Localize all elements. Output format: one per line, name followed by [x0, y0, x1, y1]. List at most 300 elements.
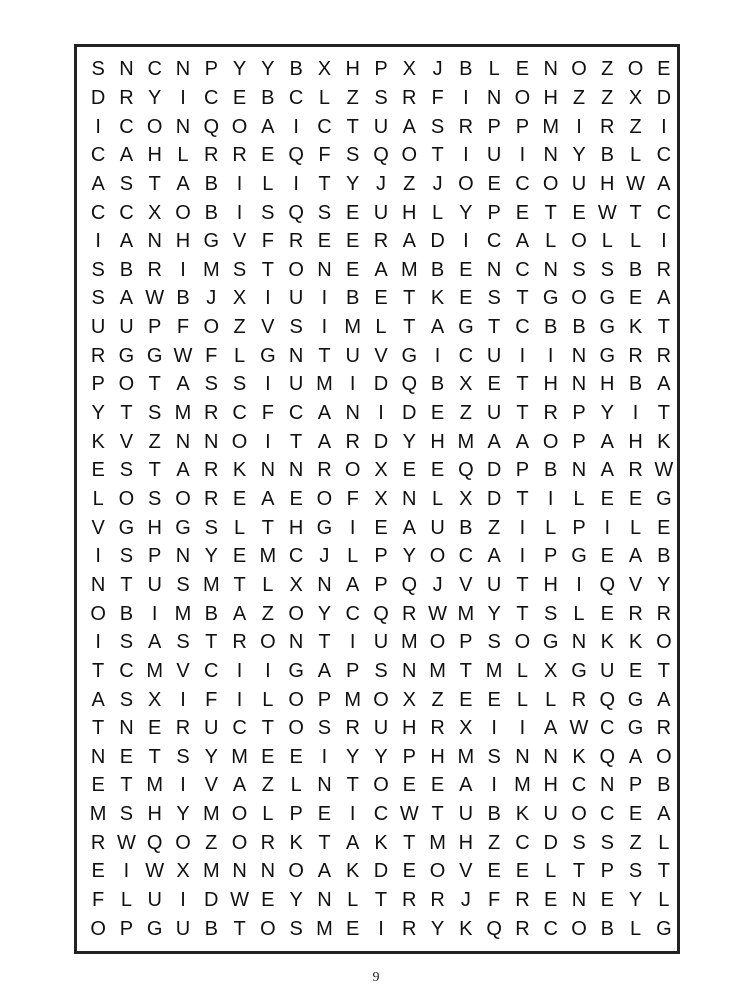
grid-letter[interactable]: P [572, 516, 586, 539]
grid-letter[interactable]: G [627, 717, 644, 740]
grid-letter[interactable]: A [628, 545, 643, 568]
grid-letter[interactable]: L [262, 688, 274, 711]
grid-letter[interactable]: P [148, 545, 162, 568]
grid-letter[interactable]: Q [288, 201, 304, 224]
grid-letter[interactable]: T [516, 602, 529, 625]
grid-letter[interactable]: S [544, 602, 558, 625]
grid-letter[interactable]: L [516, 688, 528, 711]
grid-letter[interactable]: M [400, 631, 418, 654]
grid-letter[interactable]: S [176, 573, 190, 596]
grid-letter[interactable]: H [543, 373, 558, 396]
grid-letter[interactable]: J [460, 889, 471, 912]
grid-letter[interactable]: V [119, 430, 134, 453]
grid-letter[interactable]: Q [599, 688, 616, 711]
grid-letter[interactable]: K [572, 745, 586, 768]
grid-letter[interactable]: T [459, 659, 472, 682]
grid-letter[interactable]: S [317, 201, 332, 224]
grid-letter[interactable]: S [119, 631, 134, 654]
grid-letter[interactable]: W [569, 717, 589, 740]
grid-letter[interactable]: M [146, 774, 164, 797]
grid-letter[interactable]: O [260, 917, 276, 940]
grid-letter[interactable]: G [627, 688, 644, 711]
grid-letter[interactable]: T [488, 316, 501, 339]
grid-letter[interactable]: I [95, 631, 101, 654]
grid-letter[interactable]: F [346, 487, 359, 510]
grid-letter[interactable]: A [657, 373, 671, 396]
grid-letter[interactable]: G [203, 230, 220, 253]
grid-letter[interactable]: J [432, 172, 443, 195]
grid-letter[interactable]: P [204, 58, 218, 81]
grid-letter[interactable]: E [346, 230, 360, 253]
grid-letter[interactable]: A [402, 230, 416, 253]
grid-letter[interactable]: A [402, 516, 416, 539]
grid-letter[interactable]: W [428, 602, 447, 625]
grid-letter[interactable]: P [572, 430, 586, 453]
grid-letter[interactable]: H [543, 774, 558, 797]
grid-letter[interactable]: U [486, 402, 502, 425]
grid-letter[interactable]: A [657, 172, 671, 195]
grid-letter[interactable]: E [261, 144, 275, 167]
grid-letter[interactable]: I [491, 717, 497, 740]
grid-letter[interactable]: S [317, 717, 332, 740]
grid-letter[interactable]: H [543, 86, 558, 109]
grid-letter[interactable]: G [118, 516, 135, 539]
grid-letter[interactable]: E [289, 487, 303, 510]
grid-letter[interactable]: T [374, 889, 388, 912]
grid-letter[interactable]: Y [346, 745, 360, 768]
grid-letter[interactable]: R [458, 115, 474, 138]
grid-letter[interactable]: U [204, 717, 219, 740]
grid-letter[interactable]: Y [261, 58, 275, 81]
grid-letter[interactable]: P [459, 631, 473, 654]
grid-letter[interactable]: R [430, 717, 445, 740]
grid-letter[interactable]: N [515, 745, 530, 768]
grid-letter[interactable]: U [373, 201, 389, 224]
grid-letter[interactable]: K [374, 831, 388, 854]
grid-letter[interactable]: A [346, 831, 360, 854]
grid-letter[interactable]: K [628, 316, 643, 339]
grid-letter[interactable]: S [119, 459, 134, 482]
grid-letter[interactable]: X [459, 487, 473, 510]
grid-letter[interactable]: S [232, 373, 247, 396]
grid-letter[interactable]: T [403, 287, 416, 310]
grid-letter[interactable]: Y [176, 803, 190, 826]
grid-letter[interactable]: M [429, 659, 446, 682]
grid-letter[interactable]: P [148, 316, 162, 339]
grid-letter[interactable]: X [402, 58, 416, 81]
grid-letter[interactable]: R [515, 917, 530, 940]
grid-letter[interactable]: B [430, 258, 445, 281]
grid-letter[interactable]: I [180, 86, 186, 109]
grid-letter[interactable]: S [374, 659, 388, 682]
grid-letter[interactable]: B [600, 917, 614, 940]
grid-letter[interactable]: O [175, 487, 191, 510]
grid-letter[interactable]: X [148, 201, 162, 224]
grid-letter[interactable]: L [262, 573, 274, 596]
grid-letter[interactable]: L [545, 860, 557, 883]
grid-letter[interactable]: X [459, 373, 473, 396]
grid-letter[interactable]: C [119, 659, 134, 682]
grid-letter[interactable]: N [175, 58, 191, 81]
grid-letter[interactable]: G [288, 659, 304, 682]
grid-letter[interactable]: N [119, 717, 134, 740]
grid-letter[interactable]: J [319, 545, 330, 568]
grid-letter[interactable]: Y [232, 58, 247, 81]
grid-letter[interactable]: N [317, 774, 332, 797]
grid-letter[interactable]: B [657, 774, 671, 797]
grid-letter[interactable]: E [402, 860, 416, 883]
grid-letter[interactable]: E [487, 373, 501, 396]
grid-letter[interactable]: Y [204, 745, 218, 768]
grid-letter[interactable]: Y [487, 602, 501, 625]
grid-letter[interactable]: B [459, 516, 473, 539]
grid-letter[interactable]: R [656, 602, 672, 625]
grid-letter[interactable]: N [402, 487, 417, 510]
grid-letter[interactable]: O [231, 831, 248, 854]
grid-letter[interactable]: H [288, 516, 304, 539]
grid-letter[interactable]: Z [601, 58, 614, 81]
grid-letter[interactable]: M [202, 573, 220, 596]
grid-letter[interactable]: O [231, 115, 248, 138]
grid-letter[interactable]: C [317, 115, 332, 138]
grid-letter[interactable]: V [374, 344, 388, 367]
grid-letter[interactable]: U [288, 373, 304, 396]
grid-letter[interactable]: G [401, 344, 418, 367]
grid-letter[interactable]: N [317, 258, 332, 281]
grid-letter[interactable]: S [289, 917, 303, 940]
grid-letter[interactable]: T [233, 917, 246, 940]
grid-letter[interactable]: T [318, 631, 331, 654]
grid-letter[interactable]: A [487, 430, 501, 453]
grid-letter[interactable]: T [233, 573, 246, 596]
grid-letter[interactable]: B [544, 316, 558, 339]
grid-letter[interactable]: Z [572, 86, 586, 109]
grid-letter[interactable]: T [148, 459, 161, 482]
grid-letter[interactable]: T [431, 144, 444, 167]
grid-letter[interactable]: N [317, 889, 332, 912]
grid-letter[interactable]: O [373, 688, 389, 711]
grid-letter[interactable]: S [487, 631, 501, 654]
grid-letter[interactable]: K [91, 430, 105, 453]
grid-letter[interactable]: H [628, 430, 643, 453]
grid-letter[interactable]: B [544, 459, 558, 482]
grid-letter[interactable]: C [600, 803, 615, 826]
grid-letter[interactable]: J [432, 573, 443, 596]
grid-letter[interactable]: P [289, 803, 303, 826]
grid-letter[interactable]: T [346, 115, 359, 138]
grid-letter[interactable]: B [176, 287, 190, 310]
grid-letter[interactable]: I [576, 573, 582, 596]
grid-letter[interactable]: Y [657, 573, 671, 596]
grid-letter[interactable]: N [90, 745, 106, 768]
grid-letter[interactable]: N [571, 889, 587, 912]
grid-letter[interactable]: H [175, 230, 191, 253]
grid-letter[interactable]: I [180, 774, 186, 797]
grid-letter[interactable]: A [346, 573, 360, 596]
grid-letter[interactable]: I [434, 344, 441, 367]
grid-letter[interactable]: R [402, 86, 417, 109]
grid-letter[interactable]: N [317, 573, 332, 596]
grid-letter[interactable]: R [288, 230, 304, 253]
grid-letter[interactable]: Q [288, 144, 304, 167]
grid-letter[interactable]: I [123, 860, 130, 883]
grid-letter[interactable]: C [119, 115, 134, 138]
grid-letter[interactable]: N [571, 459, 587, 482]
grid-letter[interactable]: J [432, 58, 443, 81]
grid-letter[interactable]: G [571, 545, 587, 568]
grid-letter[interactable]: C [147, 58, 162, 81]
grid-letter[interactable]: I [321, 287, 328, 310]
grid-letter[interactable]: C [288, 545, 304, 568]
grid-letter[interactable]: B [459, 58, 473, 81]
grid-letter[interactable]: O [571, 917, 587, 940]
grid-letter[interactable]: B [657, 545, 671, 568]
grid-letter[interactable]: T [92, 659, 105, 682]
grid-letter[interactable]: A [119, 287, 134, 310]
grid-letter[interactable]: H [600, 172, 615, 195]
grid-letter[interactable]: Q [599, 745, 616, 768]
grid-letter[interactable]: Z [488, 831, 501, 854]
grid-letter[interactable]: T [346, 774, 359, 797]
grid-letter[interactable]: T [261, 516, 274, 539]
grid-letter[interactable]: T [516, 402, 529, 425]
grid-letter[interactable]: W [230, 889, 249, 912]
grid-letter[interactable]: I [236, 201, 243, 224]
grid-letter[interactable]: N [402, 659, 417, 682]
grid-letter[interactable]: E [628, 659, 643, 682]
grid-letter[interactable]: L [630, 144, 642, 167]
grid-letter[interactable]: I [293, 115, 299, 138]
grid-letter[interactable]: S [91, 58, 105, 81]
grid-letter[interactable]: Q [203, 115, 220, 138]
grid-letter[interactable]: Z [205, 831, 218, 854]
grid-letter[interactable]: I [349, 516, 356, 539]
grid-letter[interactable]: E [459, 258, 473, 281]
grid-letter[interactable]: P [374, 58, 388, 81]
grid-letter[interactable]: I [180, 889, 186, 912]
grid-letter[interactable]: S [91, 258, 105, 281]
grid-letter[interactable]: U [175, 917, 191, 940]
grid-letter[interactable]: A [232, 774, 247, 797]
grid-letter[interactable]: E [317, 230, 332, 253]
grid-letter[interactable]: W [399, 803, 419, 826]
grid-letter[interactable]: L [601, 230, 613, 253]
grid-letter[interactable]: B [600, 144, 614, 167]
grid-letter[interactable]: A [657, 803, 671, 826]
grid-letter[interactable]: L [347, 545, 359, 568]
grid-letter[interactable]: X [232, 287, 247, 310]
grid-letter[interactable]: E [402, 459, 416, 482]
grid-letter[interactable]: R [90, 344, 106, 367]
grid-letter[interactable]: T [92, 717, 105, 740]
grid-letter[interactable]: S [572, 831, 586, 854]
grid-letter[interactable]: C [288, 402, 304, 425]
grid-letter[interactable]: M [174, 602, 192, 625]
grid-letter[interactable]: J [206, 287, 217, 310]
grid-letter[interactable]: C [600, 717, 615, 740]
grid-letter[interactable]: E [91, 774, 105, 797]
grid-letter[interactable]: C [515, 316, 530, 339]
grid-letter[interactable]: I [519, 545, 526, 568]
grid-letter[interactable]: A [176, 373, 190, 396]
grid-letter[interactable]: E [515, 58, 530, 81]
grid-letter[interactable]: P [628, 774, 643, 797]
grid-letter[interactable]: U [486, 573, 502, 596]
grid-letter[interactable]: A [459, 774, 473, 797]
grid-letter[interactable]: I [265, 373, 271, 396]
grid-letter[interactable]: M [146, 659, 164, 682]
grid-letter[interactable]: E [600, 487, 614, 510]
grid-letter[interactable]: N [175, 115, 191, 138]
grid-letter[interactable]: L [488, 58, 500, 81]
grid-letter[interactable]: N [543, 745, 558, 768]
grid-letter[interactable]: O [429, 631, 446, 654]
grid-letter[interactable]: F [176, 316, 190, 339]
grid-letter[interactable]: M [344, 316, 362, 339]
grid-letter[interactable]: E [628, 803, 643, 826]
grid-letter[interactable]: L [177, 144, 189, 167]
grid-letter[interactable]: H [458, 831, 474, 854]
grid-letter[interactable]: K [289, 831, 303, 854]
grid-letter[interactable]: T [148, 745, 161, 768]
grid-letter[interactable]: G [542, 287, 559, 310]
grid-letter[interactable]: P [317, 688, 332, 711]
grid-letter[interactable]: I [604, 516, 611, 539]
grid-letter[interactable]: C [458, 545, 474, 568]
grid-letter[interactable]: T [544, 201, 557, 224]
grid-letter[interactable]: X [374, 459, 388, 482]
grid-letter[interactable]: A [600, 459, 614, 482]
grid-letter[interactable]: T [657, 860, 670, 883]
grid-letter[interactable]: K [430, 287, 445, 310]
grid-letter[interactable]: F [92, 889, 105, 912]
grid-letter[interactable]: E [600, 889, 614, 912]
grid-letter[interactable]: E [374, 516, 388, 539]
grid-letter[interactable]: E [600, 545, 614, 568]
grid-letter[interactable]: K [628, 631, 643, 654]
grid-letter[interactable]: R [175, 717, 191, 740]
grid-letter[interactable]: A [317, 659, 332, 682]
grid-letter[interactable]: D [486, 459, 502, 482]
grid-letter[interactable]: C [204, 86, 219, 109]
grid-letter[interactable]: R [628, 344, 643, 367]
grid-letter[interactable]: R [147, 258, 162, 281]
grid-letter[interactable]: T [403, 831, 416, 854]
grid-letter[interactable]: Y [289, 889, 303, 912]
grid-letter[interactable]: A [628, 745, 643, 768]
grid-letter[interactable]: N [571, 344, 587, 367]
grid-letter[interactable]: K [232, 459, 247, 482]
grid-letter[interactable]: U [430, 516, 445, 539]
grid-letter[interactable]: A [317, 860, 332, 883]
grid-letter[interactable]: S [430, 115, 445, 138]
grid-letter[interactable]: Z [346, 86, 359, 109]
grid-letter[interactable]: O [656, 631, 672, 654]
grid-letter[interactable]: D [373, 373, 389, 396]
grid-letter[interactable]: Z [261, 774, 274, 797]
grid-letter[interactable]: N [288, 344, 304, 367]
grid-letter[interactable]: W [145, 860, 165, 883]
grid-letter[interactable]: O [571, 803, 587, 826]
grid-letter[interactable]: U [543, 803, 558, 826]
grid-letter[interactable]: Q [486, 917, 502, 940]
grid-letter[interactable]: V [628, 573, 643, 596]
grid-letter[interactable]: C [288, 86, 304, 109]
grid-letter[interactable]: L [630, 917, 642, 940]
grid-letter[interactable]: R [232, 144, 247, 167]
grid-letter[interactable]: M [202, 803, 220, 826]
grid-letter[interactable]: O [571, 58, 587, 81]
grid-letter[interactable]: I [265, 430, 271, 453]
grid-letter[interactable]: R [204, 144, 219, 167]
grid-letter[interactable]: S [487, 287, 501, 310]
grid-letter[interactable]: Z [459, 402, 472, 425]
grid-letter[interactable]: O [203, 316, 220, 339]
grid-letter[interactable]: X [628, 86, 643, 109]
grid-letter[interactable]: Y [402, 545, 416, 568]
grid-letter[interactable]: R [204, 459, 219, 482]
grid-letter[interactable]: T [318, 344, 331, 367]
grid-letter[interactable]: I [661, 230, 667, 253]
grid-letter[interactable]: P [544, 545, 558, 568]
grid-letter[interactable]: F [431, 86, 444, 109]
grid-letter[interactable]: A [374, 258, 388, 281]
grid-letter[interactable]: D [486, 487, 502, 510]
grid-letter[interactable]: G [146, 344, 163, 367]
grid-letter[interactable]: L [658, 889, 670, 912]
grid-letter[interactable]: E [657, 58, 671, 81]
grid-letter[interactable]: Y [148, 86, 162, 109]
grid-letter[interactable]: V [261, 316, 275, 339]
grid-letter[interactable]: F [318, 144, 331, 167]
grid-letter[interactable]: E [487, 688, 501, 711]
grid-letter[interactable]: I [95, 545, 101, 568]
grid-letter[interactable]: T [431, 803, 444, 826]
grid-letter[interactable]: R [204, 487, 219, 510]
grid-letter[interactable]: G [175, 516, 191, 539]
grid-letter[interactable]: O [458, 172, 474, 195]
grid-letter[interactable]: O [429, 860, 446, 883]
grid-letter[interactable]: C [515, 258, 530, 281]
grid-letter[interactable]: E [572, 201, 586, 224]
grid-letter[interactable]: C [656, 201, 672, 224]
grid-letter[interactable]: N [486, 258, 502, 281]
grid-letter[interactable]: R [260, 831, 276, 854]
grid-letter[interactable]: I [463, 144, 469, 167]
grid-letter[interactable]: B [487, 803, 501, 826]
grid-letter[interactable]: C [656, 144, 672, 167]
grid-letter[interactable]: F [205, 344, 218, 367]
grid-letter[interactable]: R [600, 115, 615, 138]
grid-letter[interactable]: T [120, 774, 133, 797]
grid-letter[interactable]: I [661, 115, 667, 138]
grid-letter[interactable]: R [656, 258, 672, 281]
grid-letter[interactable]: N [288, 459, 304, 482]
grid-letter[interactable]: O [288, 717, 304, 740]
grid-letter[interactable]: R [317, 459, 332, 482]
grid-letter[interactable]: Q [401, 373, 418, 396]
grid-letter[interactable]: L [262, 172, 274, 195]
grid-letter[interactable]: T [120, 573, 133, 596]
grid-letter[interactable]: H [402, 717, 417, 740]
grid-letter[interactable]: Z [403, 172, 416, 195]
grid-letter[interactable]: O [571, 230, 587, 253]
grid-letter[interactable]: N [175, 430, 191, 453]
grid-letter[interactable]: E [91, 860, 105, 883]
grid-letter[interactable]: R [345, 717, 360, 740]
grid-letter[interactable]: B [572, 316, 586, 339]
grid-letter[interactable]: T [318, 172, 331, 195]
